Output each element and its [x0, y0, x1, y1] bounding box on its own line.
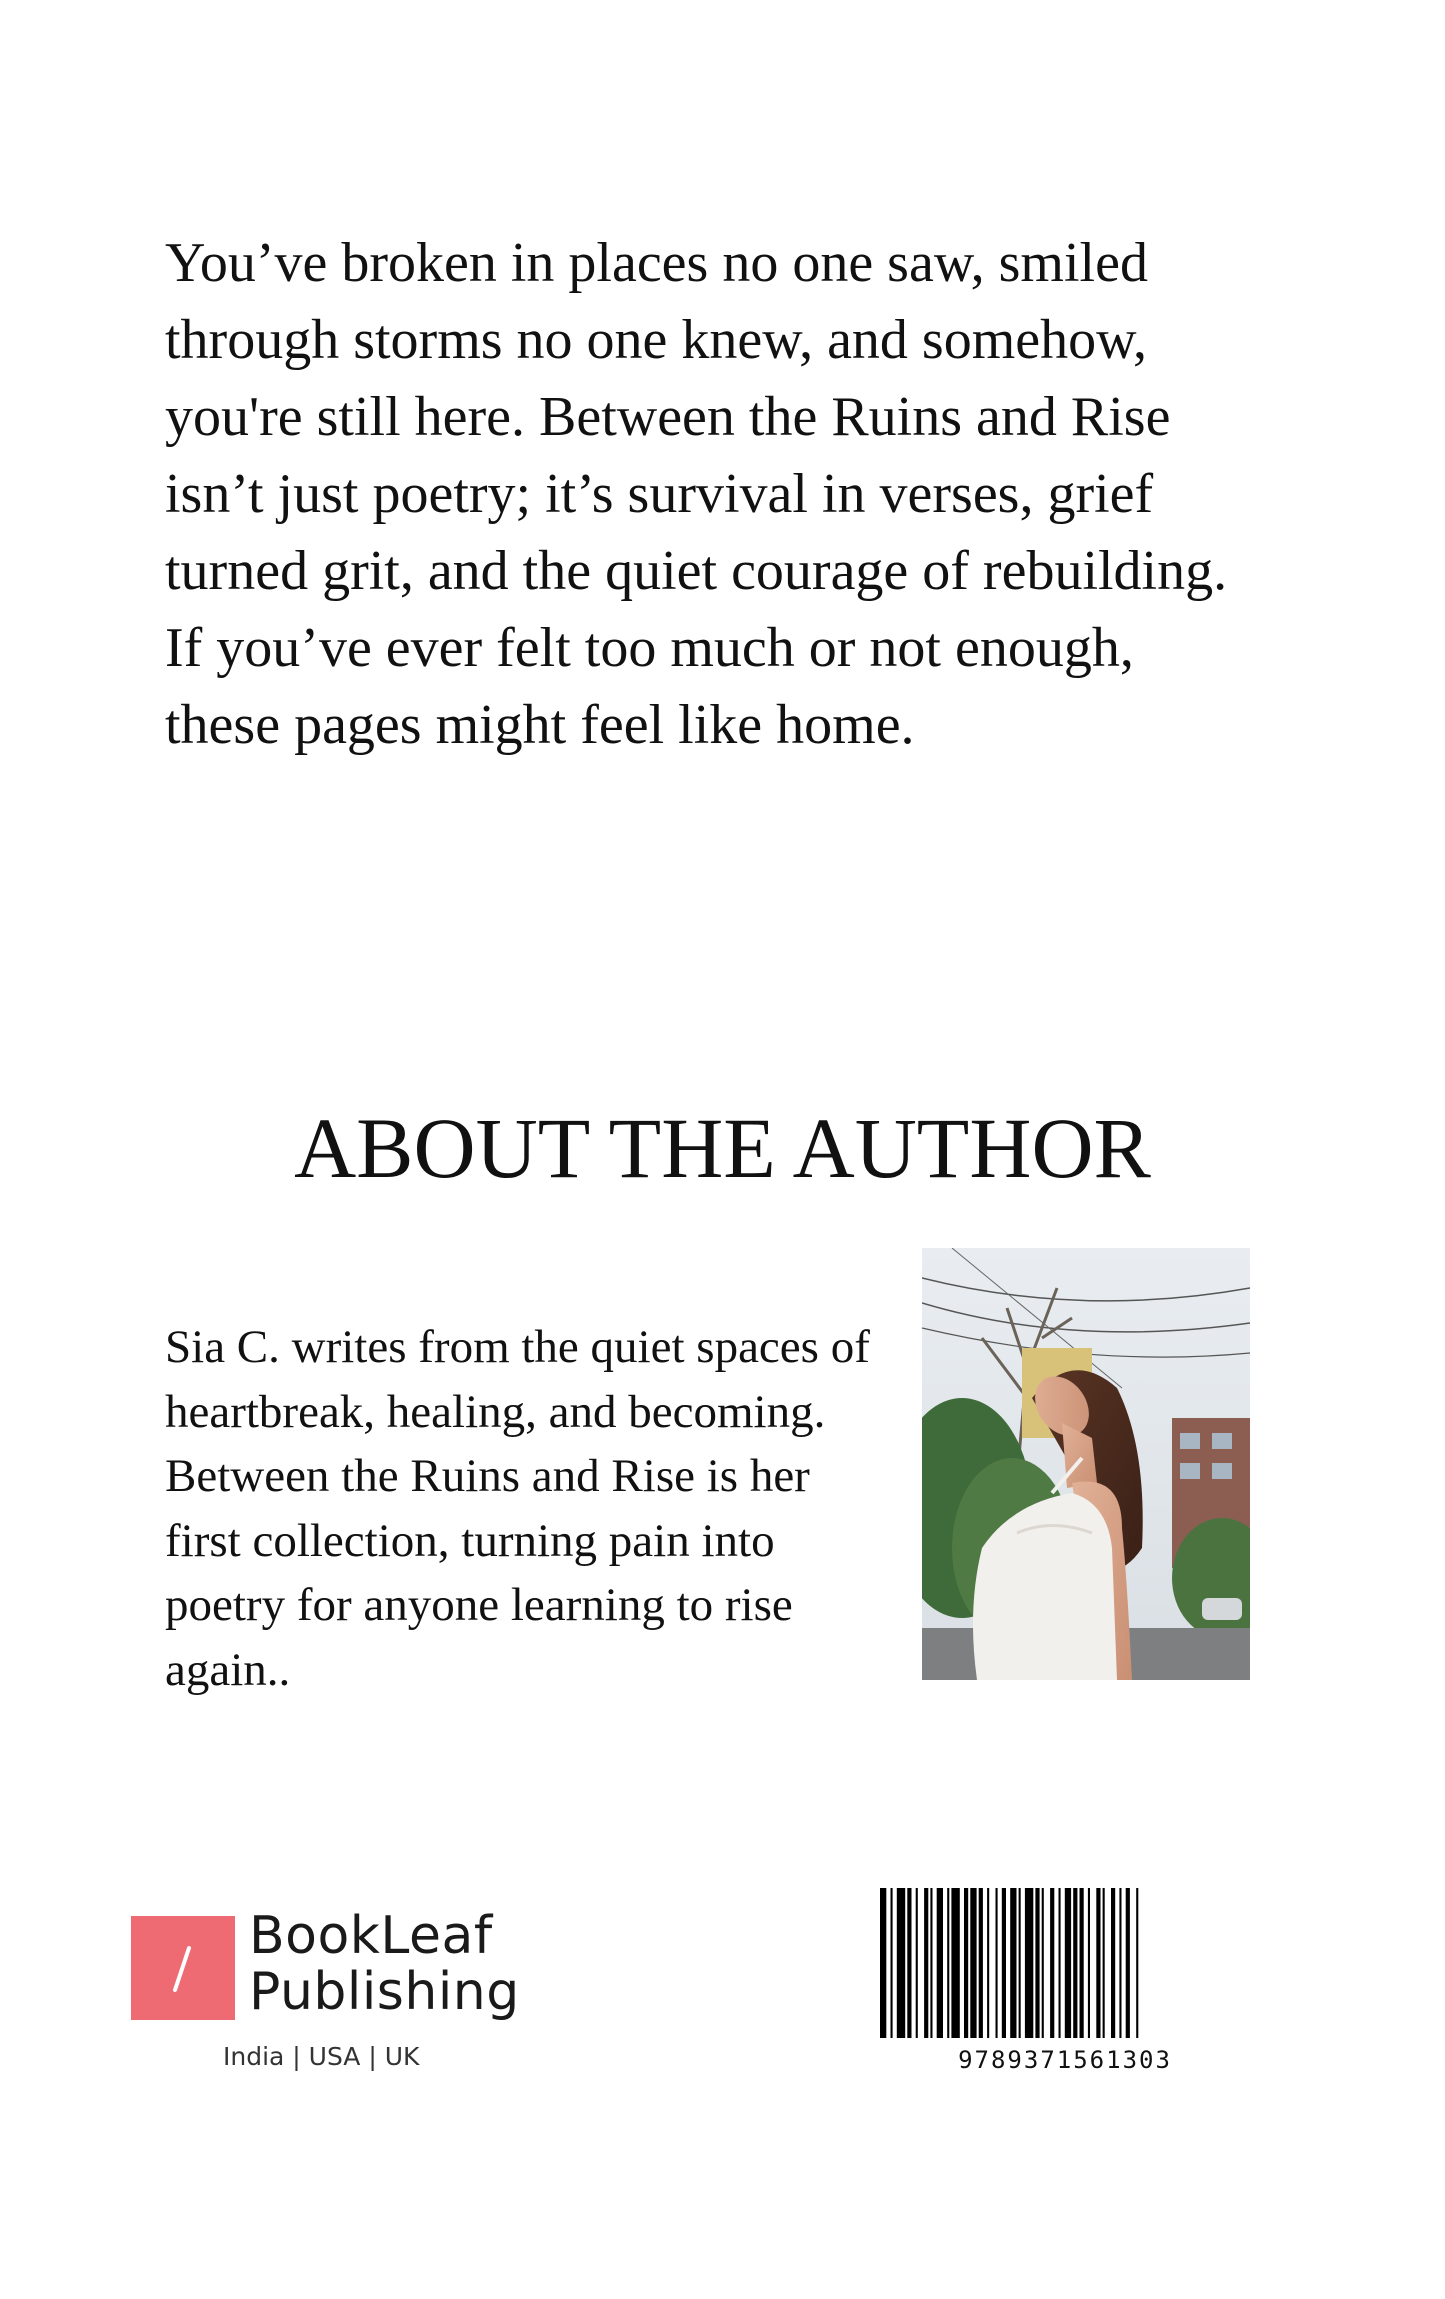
- author-photo: [922, 1248, 1250, 1680]
- publisher-logo: [131, 1906, 551, 2076]
- isbn-barcode: [878, 1888, 1252, 2038]
- publisher-name: BookLeaf Publishing: [249, 1906, 520, 2022]
- about-author-heading: ABOUT THE AUTHOR: [294, 1100, 1151, 1196]
- isbn-number: 9789371561303: [958, 2046, 1172, 2074]
- back-cover-blurb: You’ve broken in places no one saw, smiled through storms no one knew, and somehow, you're still here. Between the Ruins and Rise isn’t just poetry; it’s survival in verses, grief turned grit, and the quiet courage of rebuilding. If you’ve ever felt too much or not enough, these pages might feel like home.: [165, 232, 1228, 756]
- author-bio: Sia C. writes from the quiet spaces of heartbreak, healing, and becoming. Between the Ruins and Rise is her first collection, turning pain into poetry for anyone learning to rise again..: [165, 1321, 870, 1696]
- slash-icon: [131, 1916, 235, 2020]
- publisher-regions: India | USA | UK: [223, 2042, 420, 2071]
